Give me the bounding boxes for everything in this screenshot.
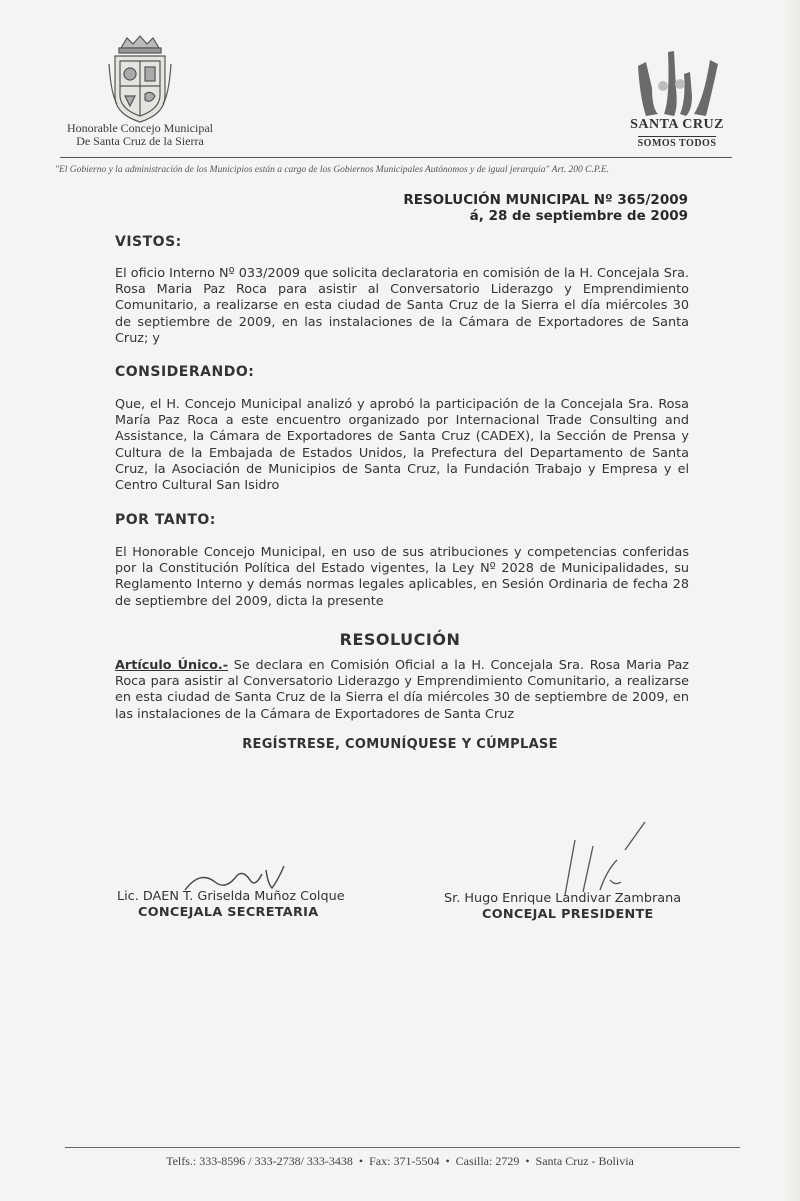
article-paragraph: [115, 658, 689, 723]
resolution-number: RESOLUCIÓN MUNICIPAL Nº 365/2009: [403, 192, 688, 208]
page-edge-shadow: [782, 0, 800, 1201]
council-name-line2: De Santa Cruz de la Sierra: [76, 134, 204, 148]
footer-casilla: Casilla: 2729: [455, 1154, 520, 1168]
footer-fax: Fax: 371-5504: [369, 1154, 440, 1168]
por-tanto-text: El Honorable Concejo Municipal, en uso de sus atribuciones y competencias conferidas por la Constitución Política del Estado vigentes, la Ley Nº 2028 de Municipalidades, su Reglamento Interno y demás normas legales aplicables, en Sesión Ordinaria de fecha 28 de septiembre del 2009, dicta la presente: [115, 545, 689, 609]
council-name-line1: Honorable Concejo Municipal: [67, 121, 213, 135]
closing-statement: REGÍSTRESE, COMUNÍQUESE Y CÚMPLASE: [242, 737, 558, 752]
council-name: [40, 122, 240, 148]
resolution-title-block: [403, 192, 688, 224]
left-signer-role: CONCEJALA SECRETARIA: [138, 905, 319, 920]
right-signer-name: Sr. Hugo Enrique Landivar Zambrana: [444, 891, 682, 906]
considerando-text: Que, el H. Concejo Municipal analizó y aprobó la participación de la Concejala Sra. Rosa María Paz Roca a este encuentro organizado por Internacional Trade Consulting and Assistance, la Cámara de Exportadores de Santa Cruz (CADEX), la Sección de Prensa y Cultura de la Embajada de Estados Unidos, la Prefectura del Departamento de Santa Cruz, la Asociación de Municipios de Santa Cruz, la Fundación Trabajo y Empresa y el Centro Cultural San Isidro: [115, 397, 689, 494]
resolucion-heading: RESOLUCIÓN: [339, 630, 461, 649]
vistos-heading: VISTOS:: [115, 234, 182, 250]
right-signer-role: CONCEJAL PRESIDENTE: [482, 907, 654, 922]
footer-contact: Telfs.: 333-8596 / 333-2738/ 333-3438 • Fax: 371-5504 • Casilla: 2729 • Santa Cruz - Bolivia: [166, 1154, 634, 1168]
municipal-crest-icon: [107, 34, 173, 126]
header-divider: [60, 157, 732, 158]
article-text: Se declara en Comisión Oficial a la H. Concejala Sra. Rosa Maria Paz Roca para asistir al Conversatorio Liderazgo y Emprendimiento Comunitario, a realizarse en esta ciudad de Santa Cruz de la Sierra el día miércoles 30 de septiembre de 2009, en las instalaciones de la Cámara de Exportadores de Santa Cruz: [115, 658, 689, 722]
left-signer-name: Lic. DAEN T. Griselda Muñoz Colque: [117, 889, 345, 904]
por-tanto-heading: POR TANTO:: [115, 512, 216, 528]
footer-city: Santa Cruz - Bolivia: [535, 1154, 634, 1168]
right-signature-icon: [545, 820, 655, 900]
logo-text: [618, 117, 736, 151]
resolution-date: á, 28 de septiembre de 2009: [469, 208, 688, 224]
logo-title: SANTA CRUZ: [630, 117, 724, 132]
footer-phones: Telfs.: 333-8596 / 333-2738/ 333-3438: [166, 1154, 353, 1168]
constitution-quote: "El Gobierno y la administración de los Municipios están a cargo de los Gobiernos Municipales Autónomos y de igual jerarquía" Art. 200 C.P.E.: [55, 165, 610, 175]
considerando-heading: CONSIDERANDO:: [115, 364, 255, 380]
logo-subtitle: SOMOS TODOS: [637, 138, 717, 149]
footer-divider: [65, 1147, 740, 1148]
article-label: Artículo Único.-: [115, 658, 229, 673]
vistos-text: El oficio Interno Nº 033/2009 que solicita declaratoria en comisión de la H. Concejala Sra. Rosa Maria Paz Roca para asistir al Conversatorio Liderazgo y Emprendimiento Comunitario, a realizarse en esta ciudad de Santa Cruz de la Sierra el día miércoles 30 de septiembre de 2009, en las instalaciones de la Cámara de Exportadores de Santa Cruz; y: [115, 266, 689, 346]
